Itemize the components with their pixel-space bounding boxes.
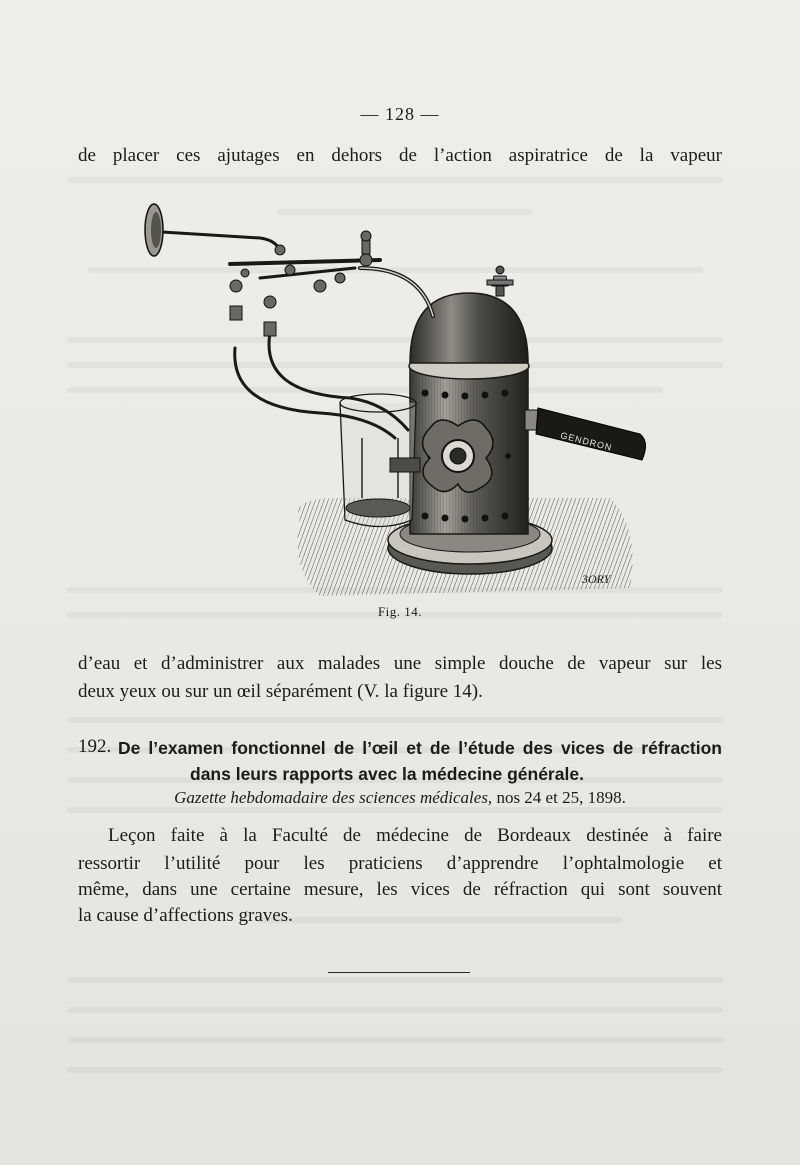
paragraph-line: Leçon faite à la Faculté de médecine de Bordeaux destinée à faire	[108, 825, 722, 846]
paragraph-line: même, dans une certaine mesure, les vices de réfraction qui sont souvent	[78, 879, 722, 900]
paragraph-line: ressortir l’utilité pour les praticiens d’apprendre l’ophtalmologie et	[78, 853, 722, 874]
entry-title-line1: De l’examen fonctionnel de l’œil et de l’étude des vices de réfraction	[118, 738, 722, 758]
glass-beaker	[340, 394, 420, 527]
safety-valve	[487, 266, 513, 296]
page-number: — 128 —	[360, 104, 440, 124]
source-issue: nos 24 et 25, 1898.	[496, 788, 626, 807]
entry-number: 192.	[78, 736, 112, 757]
burner-window	[423, 420, 494, 492]
text-line-top: de placer ces ajutages en dehors de l’action aspiratrice de la vapeur	[78, 145, 722, 166]
section-divider	[328, 972, 470, 973]
paragraph-line: la cause d’affections graves.	[78, 905, 293, 926]
entry-source	[0, 788, 800, 808]
figure-illustration	[140, 198, 650, 603]
vaporizer-engraving	[140, 198, 650, 603]
nozzle-fittings	[230, 231, 372, 336]
text-line: d’eau et d’administrer aux malades une simple douche de vapeur sur les	[78, 653, 722, 674]
entry-title-line2: dans leurs rapports avec la médecine générale.	[190, 764, 584, 784]
engraver-signature: 3ORY	[582, 572, 611, 586]
figure-caption: Fig. 14.	[377, 604, 423, 619]
handle-label: GENDRON	[559, 430, 614, 453]
text-line: deux yeux ou sur un œil séparément (V. la figure 14).	[78, 681, 483, 702]
eye-cup	[145, 204, 163, 256]
handle-gendron	[525, 408, 646, 460]
source-journal: Gazette hebdomadaire des sciences médicales,	[174, 788, 493, 807]
